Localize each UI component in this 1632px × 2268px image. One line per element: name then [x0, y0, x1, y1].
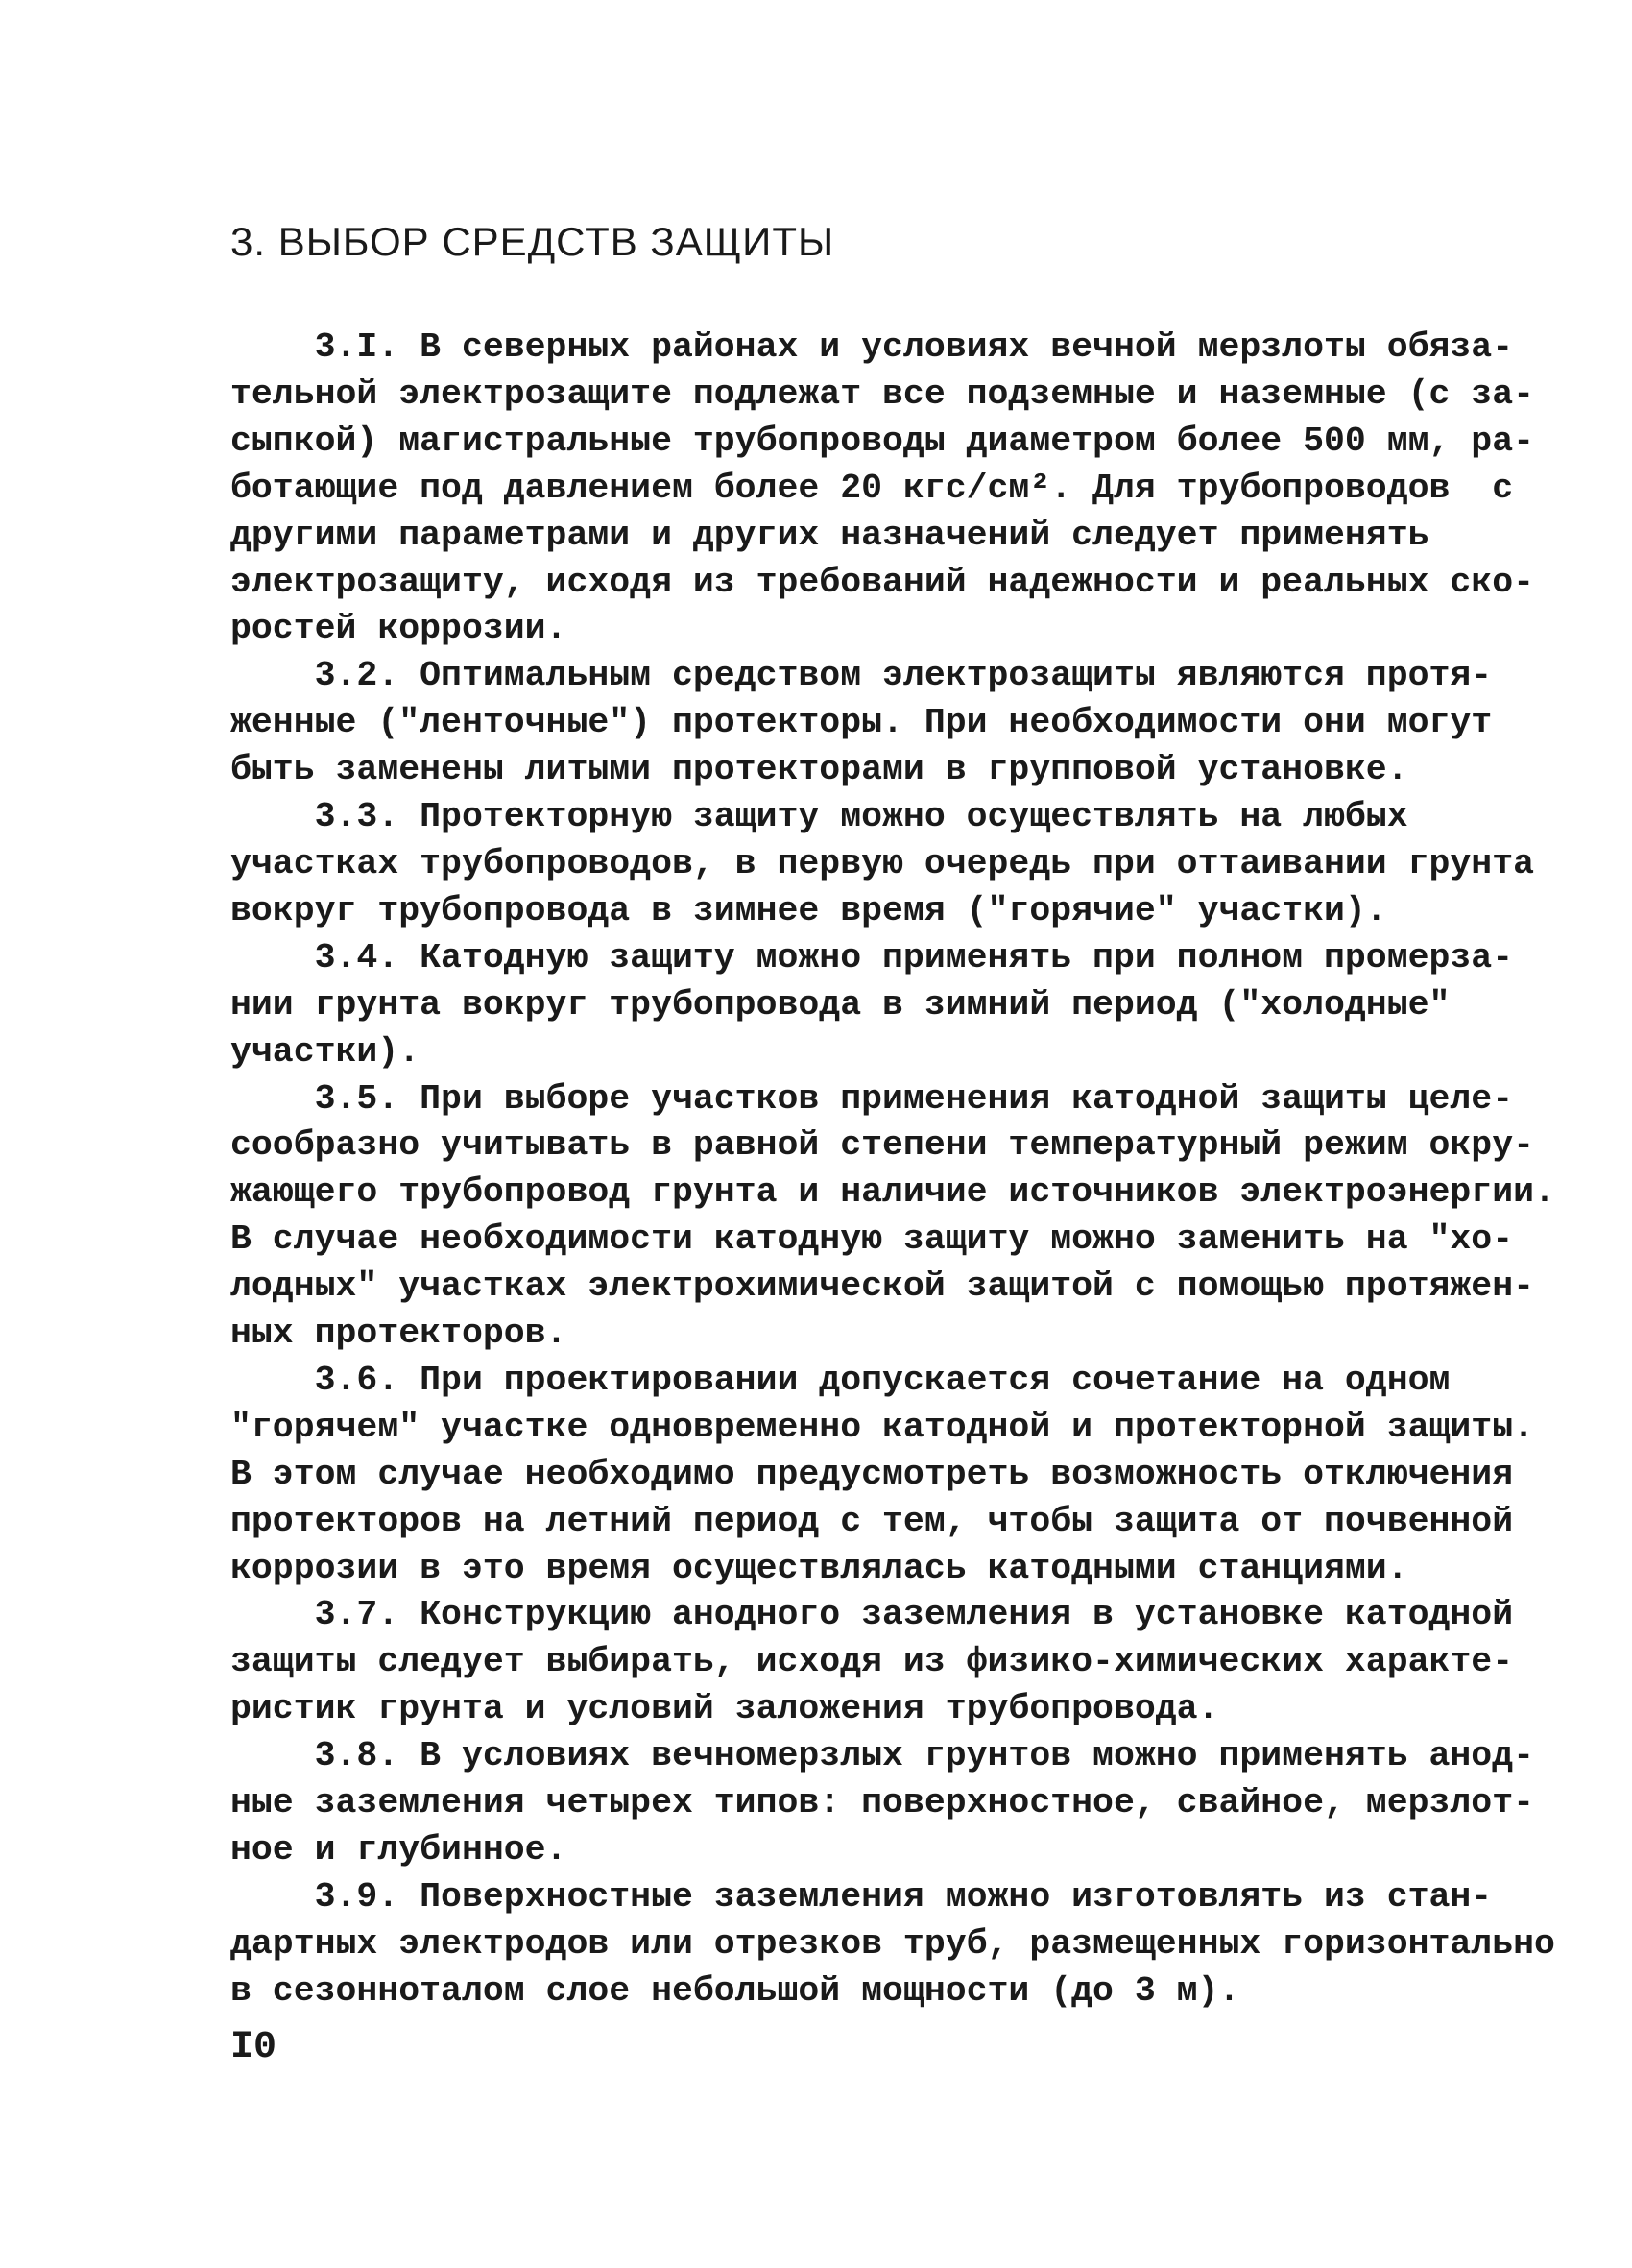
- page-number: I0: [230, 2026, 277, 2069]
- text-line: ристик грунта и условий заложения трубопровода.: [230, 1689, 1219, 1729]
- section-body: [230, 325, 1555, 2015]
- text-line: другими параметрами и других назначений следует применять: [230, 515, 1429, 555]
- text-line: участки).: [230, 1031, 420, 1072]
- paragraph-3-9: [230, 1874, 1555, 2015]
- text-line: ное и глубинное.: [230, 1830, 567, 1870]
- text-line: ных протекторов.: [230, 1314, 567, 1354]
- text-line: жающего трубопровод грунта и наличие источников электроэнергии.: [230, 1172, 1555, 1213]
- text-line: 3.2. Оптимальным средством электрозащиты являются протя-: [230, 656, 1493, 696]
- paragraph-3-5: [230, 1076, 1555, 1358]
- text-line: участках трубопроводов, в первую очередь при оттаивании грунта: [230, 843, 1535, 883]
- text-line: женные ("ленточные") протекторы. При необходимости они могут: [230, 703, 1493, 743]
- text-line: коррозии в это время осуществлялась катодными станциями.: [230, 1548, 1408, 1588]
- text-line: сообразно учитывать в равной степени температурный режим окру-: [230, 1125, 1535, 1166]
- text-line: нии грунта вокруг трубопровода в зимний период ("холодные": [230, 984, 1451, 1025]
- text-line: дартных электродов или отрезков труб, размещенных горизонтально: [230, 1923, 1555, 1964]
- text-line: сыпкой) магистральные трубопроводы диаметром более 500 мм, ра-: [230, 421, 1535, 461]
- text-line: 3.8. В условиях вечномерзлых грунтов можно применять анод-: [230, 1736, 1535, 1776]
- text-line: тельной электрозащите подлежат все подземные и наземные (с за-: [230, 374, 1535, 414]
- text-line: защиты следует выбирать, исходя из физико-химических характе-: [230, 1642, 1514, 1682]
- text-line: 3.I. В северных районах и условиях вечной мерзлоты обяза-: [230, 327, 1514, 367]
- text-line: ботающие под давлением более 20 кгс/см². Для трубопроводов с: [230, 468, 1514, 508]
- text-line: 3.3. Протекторную защиту можно осуществлять на любых: [230, 797, 1408, 837]
- paragraph-3-1: [230, 325, 1535, 653]
- text-line: вокруг трубопровода в зимнее время ("горячие" участки).: [230, 890, 1387, 930]
- paragraph-3-6: [230, 1358, 1535, 1593]
- section-heading: 3. ВЫБОР СРЕДСТВ ЗАЩИТЫ: [230, 219, 835, 264]
- text-line: в сезонноталом слое небольшой мощности (до 3 м).: [230, 1970, 1240, 2011]
- text-line: В этом случае необходимо предусмотреть возможность отключения: [230, 1454, 1514, 1494]
- text-line: ростей коррозии.: [230, 609, 567, 649]
- text-line: ные заземления четырех типов: поверхностное, свайное, мерзлот-: [230, 1783, 1535, 1823]
- text-line: 3.9. Поверхностные заземления можно изготовлять из стан-: [230, 1876, 1493, 1917]
- text-line: быть заменены литыми протекторами в групповой установке.: [230, 750, 1408, 790]
- text-line: электрозащиту, исходя из требований надежности и реальных ско-: [230, 562, 1535, 602]
- paragraph-3-2: [230, 653, 1493, 794]
- paragraph-3-4: [230, 935, 1514, 1076]
- text-line: 3.4. Катодную защиту можно применять при полном промерза-: [230, 937, 1514, 977]
- text-line: 3.7. Конструкцию анодного заземления в установке катодной: [230, 1595, 1514, 1635]
- text-line: протекторов на летний период с тем, чтобы защита от почвенной: [230, 1501, 1514, 1541]
- paragraph-3-3: [230, 794, 1535, 935]
- paragraph-3-8: [230, 1733, 1535, 1874]
- text-line: В случае необходимости катодную защиту можно заменить на "хо-: [230, 1219, 1514, 1260]
- text-line: "горячем" участке одновременно катодной и протекторной защиты.: [230, 1407, 1535, 1447]
- text-line: 3.5. При выборе участков применения катодной защиты целе-: [230, 1078, 1514, 1119]
- text-line: лодных" участках электрохимической защитой с помощью протяжен-: [230, 1267, 1535, 1307]
- text-line: 3.6. При проектировании допускается сочетание на одном: [230, 1360, 1451, 1400]
- paragraph-3-7: [230, 1592, 1514, 1733]
